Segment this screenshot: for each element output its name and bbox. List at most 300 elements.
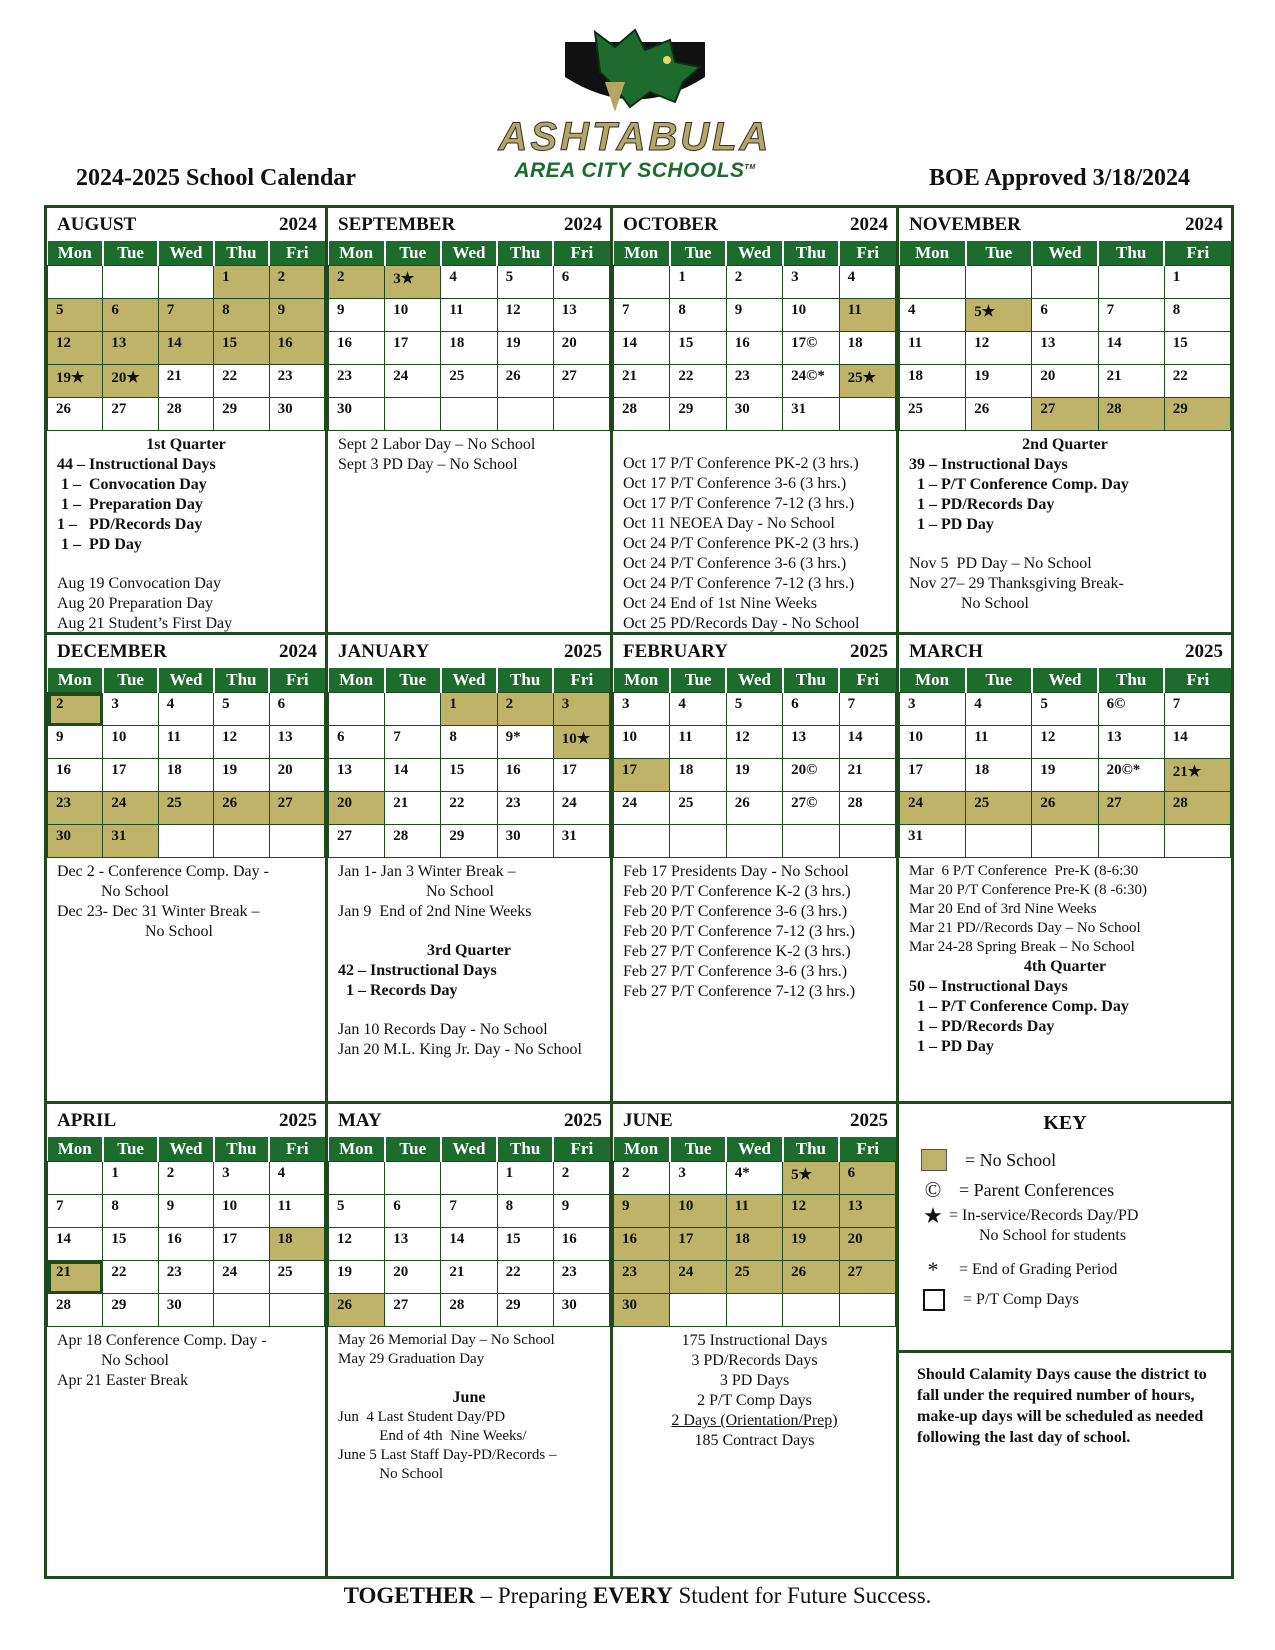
month-header: [899, 635, 1231, 668]
day-cell: 25★: [839, 365, 895, 398]
week-row: [614, 1294, 896, 1327]
day-cell: 3★: [385, 266, 441, 299]
note-line: No School: [909, 595, 1029, 612]
day-cell: 26: [497, 365, 553, 398]
month-header: [47, 635, 325, 668]
day-cell: [900, 266, 966, 299]
day-cell: 4: [441, 266, 497, 299]
week-row: [48, 726, 325, 759]
key-panel: [899, 1104, 1231, 1577]
month-name: DECEMBER: [57, 640, 167, 662]
weekday-header: Fri: [269, 1137, 324, 1162]
day-cell: [783, 1294, 839, 1327]
weekday-header: Wed: [441, 668, 497, 693]
day-cell: 17: [103, 759, 158, 792]
day-cell: 17: [900, 759, 966, 792]
day-cell: [269, 1294, 324, 1327]
day-cell: 9: [614, 1195, 670, 1228]
week-row: [48, 266, 325, 299]
day-cell: 10: [103, 726, 158, 759]
day-cell: [614, 825, 670, 858]
day-cell: 2: [269, 266, 324, 299]
note-line: 1 – PD/Records Day: [909, 496, 1055, 513]
month-year: 2024: [1185, 213, 1223, 235]
note-line: Aug 20 Preparation Day: [57, 595, 213, 612]
day-cell: 12: [48, 332, 103, 365]
note-line: Jan 9 End of 2nd Nine Weeks: [338, 903, 532, 920]
day-cell: 12: [329, 1228, 385, 1261]
day-cell: 6: [103, 299, 158, 332]
weekday-header: Thu: [214, 1137, 269, 1162]
weekday-header: Tue: [385, 241, 441, 266]
weekday-header: Wed: [441, 241, 497, 266]
weekday-header: Mon: [329, 241, 385, 266]
day-cell: 28: [839, 792, 895, 825]
day-cell: [1098, 266, 1164, 299]
day-cell: 14: [158, 332, 213, 365]
month-table: [328, 241, 610, 431]
week-row: [900, 266, 1231, 299]
note-line: Feb 27 P/T Conference K-2 (3 hrs.): [623, 943, 851, 960]
day-cell: 27©: [783, 792, 839, 825]
day-cell: 16: [553, 1228, 609, 1261]
day-cell: 3: [783, 266, 839, 299]
square-icon: [923, 1289, 945, 1311]
day-cell: [385, 398, 441, 431]
month-november: [899, 208, 1231, 635]
week-row: [329, 693, 610, 726]
day-cell: 21: [839, 759, 895, 792]
slogan: TOGETHER – Preparing EVERY Student for Future Success.: [343, 1583, 932, 1608]
weekday-header: Thu: [497, 668, 553, 693]
day-cell: 11: [726, 1195, 782, 1228]
day-cell: 6: [329, 726, 385, 759]
day-cell: [158, 825, 213, 858]
day-cell: 31: [783, 398, 839, 431]
day-cell: 1: [103, 1162, 158, 1195]
weekday-header: Mon: [900, 241, 966, 266]
day-cell: [48, 1162, 103, 1195]
day-cell: 25: [441, 365, 497, 398]
day-cell: 28: [441, 1294, 497, 1327]
month-year: 2024: [564, 213, 602, 235]
day-cell: 1: [497, 1162, 553, 1195]
week-row: [614, 1162, 896, 1195]
day-cell: 28: [48, 1294, 103, 1327]
day-cell: 13: [783, 726, 839, 759]
day-cell: 26: [726, 792, 782, 825]
day-cell: 20: [269, 759, 324, 792]
day-cell: 24: [214, 1261, 269, 1294]
day-cell: 17: [385, 332, 441, 365]
day-cell: 2: [329, 266, 385, 299]
week-row: [48, 365, 325, 398]
weekday-header: Mon: [614, 241, 670, 266]
note-line: [57, 555, 315, 574]
weekday-header: Fri: [839, 241, 895, 266]
week-row: [329, 365, 610, 398]
week-row: [329, 1294, 610, 1327]
no-school-swatch: [921, 1149, 947, 1171]
day-cell: 10: [783, 299, 839, 332]
note-line: Sept 3 PD Day – No School: [338, 456, 518, 473]
month-year: 2025: [564, 640, 602, 662]
copyright-icon: ©: [924, 1177, 942, 1202]
note-line: 1 – P/T Conference Comp. Day: [909, 476, 1129, 493]
month-year: 2025: [850, 1109, 888, 1131]
day-cell: 21: [1098, 365, 1164, 398]
brand-subtitle: AREA CITY SCHOOLS™: [514, 159, 756, 182]
month-notes: [613, 858, 896, 1006]
note-line: [909, 535, 1221, 554]
day-cell: 25: [726, 1261, 782, 1294]
note-line: Aug 21 Student’s First Day: [57, 615, 233, 632]
note-line: 1 – PD Day: [909, 1038, 994, 1055]
note-line: [623, 435, 886, 454]
day-cell: 29: [214, 398, 269, 431]
week-row: [614, 726, 896, 759]
day-cell: 4: [158, 693, 213, 726]
day-cell: 5: [497, 266, 553, 299]
note-line: Nov 27– 29 Thanksgiving Break-: [909, 575, 1124, 592]
week-row: [329, 726, 610, 759]
note-line: 2 Days (Orientation/Prep): [671, 1412, 838, 1429]
week-row: [900, 332, 1231, 365]
day-cell: 10: [214, 1195, 269, 1228]
day-cell: 13: [1032, 332, 1098, 365]
day-cell: 28: [1164, 792, 1230, 825]
day-cell: 24©*: [783, 365, 839, 398]
day-cell: 14: [48, 1228, 103, 1261]
day-cell: 23: [614, 1261, 670, 1294]
weekday-header: Fri: [839, 1137, 895, 1162]
day-cell: 6: [385, 1195, 441, 1228]
note-line: No School: [338, 1466, 443, 1482]
day-cell: 7: [441, 1195, 497, 1228]
day-cell: 11: [966, 726, 1032, 759]
day-cell: 16: [48, 759, 103, 792]
day-cell: 7: [1098, 299, 1164, 332]
day-cell: [214, 1294, 269, 1327]
day-cell: 29: [497, 1294, 553, 1327]
day-cell: 17©: [783, 332, 839, 365]
weekday-header: Mon: [614, 668, 670, 693]
day-cell: 26: [966, 398, 1032, 431]
week-row: [900, 792, 1231, 825]
note-line: 2nd Quarter: [1022, 436, 1108, 453]
note-line: Mar 20 P/T Conference Pre-K (8 -6:30): [909, 882, 1147, 898]
weekday-header: Tue: [385, 668, 441, 693]
week-row: [614, 693, 896, 726]
month-header: [613, 1104, 896, 1137]
day-cell: 27: [1098, 792, 1164, 825]
note-line: Feb 17 Presidents Day - No School: [623, 863, 849, 880]
note-line: Mar 24-28 Spring Break – No School: [909, 939, 1135, 955]
week-row: [329, 1195, 610, 1228]
day-cell: [385, 693, 441, 726]
day-cell: 3: [214, 1162, 269, 1195]
weekday-header: Wed: [726, 1137, 782, 1162]
day-cell: 31: [900, 825, 966, 858]
day-cell: [1098, 825, 1164, 858]
week-row: [900, 726, 1231, 759]
day-cell: 27: [329, 825, 385, 858]
note-line: Oct 24 P/T Conference PK-2 (3 hrs.): [623, 535, 859, 552]
month-march: [899, 635, 1231, 1104]
weekday-header: Fri: [553, 1137, 609, 1162]
day-cell: 10: [900, 726, 966, 759]
day-cell: 4*: [726, 1162, 782, 1195]
weekday-header: Tue: [103, 1137, 158, 1162]
week-row: [614, 299, 896, 332]
month-header: [47, 1104, 325, 1137]
day-cell: 9: [48, 726, 103, 759]
note-line: 1st Quarter: [146, 436, 226, 453]
day-cell: 7: [614, 299, 670, 332]
month-year: 2024: [850, 213, 888, 235]
day-cell: 17: [553, 759, 609, 792]
weekday-header: Tue: [670, 241, 726, 266]
weekday-header: Thu: [783, 241, 839, 266]
day-cell: 25: [900, 398, 966, 431]
month-header: [899, 208, 1231, 241]
note-line: Sept 2 Labor Day – No School: [338, 436, 536, 453]
week-row: [329, 1228, 610, 1261]
weekday-header: Fri: [1164, 241, 1230, 266]
day-cell: 21: [385, 792, 441, 825]
note-line: Feb 27 P/T Conference 7-12 (3 hrs.): [623, 983, 856, 1000]
day-cell: 3: [900, 693, 966, 726]
day-cell: 16: [614, 1228, 670, 1261]
day-cell: 8: [103, 1195, 158, 1228]
month-august: [47, 208, 328, 635]
day-cell: 20: [839, 1228, 895, 1261]
day-cell: 24: [614, 792, 670, 825]
day-cell: [158, 266, 213, 299]
day-cell: 20: [1032, 365, 1098, 398]
month-table: [47, 668, 325, 858]
weekday-header: Wed: [1032, 668, 1098, 693]
month-name: JUNE: [623, 1109, 673, 1131]
key-comp: [921, 1285, 1231, 1315]
month-notes: [328, 858, 610, 1064]
key-no-school: [921, 1145, 1231, 1175]
day-cell: 7: [1164, 693, 1230, 726]
week-row: [614, 365, 896, 398]
weekday-header: Tue: [103, 241, 158, 266]
note-line: June 5 Last Staff Day-PD/Records –: [338, 1447, 557, 1463]
month-table: [899, 241, 1231, 431]
month-table: [613, 1137, 896, 1327]
weekday-header: Tue: [385, 1137, 441, 1162]
day-cell: 20: [553, 332, 609, 365]
note-line: Oct 25 PD/Records Day - No School: [623, 615, 860, 632]
week-row: [900, 299, 1231, 332]
brand-name: ASHTABULA: [498, 115, 772, 159]
dragon-icon: [555, 22, 715, 117]
day-cell: [103, 266, 158, 299]
weekday-header: Mon: [614, 1137, 670, 1162]
day-cell: 14: [385, 759, 441, 792]
weekday-header: Tue: [670, 668, 726, 693]
month-name: JANUARY: [338, 640, 430, 662]
day-cell: 6©: [1098, 693, 1164, 726]
day-cell: 29: [670, 398, 726, 431]
month-name: MAY: [338, 1109, 382, 1131]
day-cell: 13: [269, 726, 324, 759]
day-cell: 28: [1098, 398, 1164, 431]
day-cell: 30: [329, 398, 385, 431]
week-row: [614, 1195, 896, 1228]
day-cell: 30: [497, 825, 553, 858]
month-header: [47, 208, 325, 241]
month-name: NOVEMBER: [909, 213, 1021, 235]
key-title: KEY: [1043, 1112, 1087, 1134]
day-cell: 21★: [1164, 759, 1230, 792]
note-line: Dec 23- Dec 31 Winter Break –: [57, 903, 260, 920]
month-table: [613, 241, 896, 431]
month-year: 2025: [564, 1109, 602, 1131]
day-cell: 22: [441, 792, 497, 825]
note-line: Oct 17 P/T Conference PK-2 (3 hrs.): [623, 455, 859, 472]
note-line: 50 – Instructional Days: [909, 978, 1068, 995]
key-grading: [921, 1255, 1231, 1285]
day-cell: 18: [441, 332, 497, 365]
weekday-header: Wed: [441, 1137, 497, 1162]
day-cell: 12: [214, 726, 269, 759]
key-label: = In-service/Records Day/PD: [949, 1207, 1139, 1224]
day-cell: 21: [158, 365, 213, 398]
day-cell: 27: [839, 1261, 895, 1294]
day-cell: 8: [497, 1195, 553, 1228]
week-row: [48, 792, 325, 825]
day-cell: 30: [269, 398, 324, 431]
day-cell: 11: [158, 726, 213, 759]
week-row: [48, 1261, 325, 1294]
day-cell: 30: [48, 825, 103, 858]
key-label: = End of Grading Period: [959, 1261, 1118, 1278]
day-cell: [385, 1162, 441, 1195]
week-row: [329, 398, 610, 431]
weekday-header: Mon: [900, 668, 966, 693]
month-january: [328, 635, 613, 1104]
day-cell: 11: [900, 332, 966, 365]
day-cell: 20©*: [1098, 759, 1164, 792]
week-row: [329, 792, 610, 825]
key-label: = Parent Conferences: [959, 1179, 1115, 1200]
note-line: 1 – PD Day: [909, 516, 994, 533]
divider: [899, 1350, 1231, 1353]
day-cell: 19: [966, 365, 1032, 398]
day-cell: 4: [670, 693, 726, 726]
day-cell: 12: [783, 1195, 839, 1228]
note-line: Feb 20 P/T Conference 3-6 (3 hrs.): [623, 903, 848, 920]
week-row: [329, 825, 610, 858]
day-cell: 6: [839, 1162, 895, 1195]
day-cell: 1: [1164, 266, 1230, 299]
month-name: FEBRUARY: [623, 640, 728, 662]
key-conference: [921, 1175, 1231, 1205]
day-cell: 19★: [48, 365, 103, 398]
weekday-header: Tue: [966, 668, 1032, 693]
month-year: 2024: [279, 640, 317, 662]
week-row: [329, 759, 610, 792]
day-cell: 9*: [497, 726, 553, 759]
day-cell: 25: [966, 792, 1032, 825]
day-cell: 22: [103, 1261, 158, 1294]
day-cell: 7: [158, 299, 213, 332]
day-cell: 24: [900, 792, 966, 825]
month-table: [613, 668, 896, 858]
day-cell: [441, 1162, 497, 1195]
weekday-header: Mon: [48, 241, 103, 266]
day-cell: 2: [726, 266, 782, 299]
day-cell: 18: [269, 1228, 324, 1261]
key-label: No School for students: [979, 1227, 1127, 1244]
day-cell: 24: [553, 792, 609, 825]
day-cell: [329, 1162, 385, 1195]
day-cell: 28: [614, 398, 670, 431]
day-cell: 30: [553, 1294, 609, 1327]
month-notes: [613, 431, 896, 638]
day-cell: 10★: [553, 726, 609, 759]
month-year: 2025: [850, 640, 888, 662]
note-line: Jun 4 Last Student Day/PD: [338, 1409, 506, 1425]
note-line: 3 PD Days: [719, 1372, 790, 1389]
weekday-header: Mon: [329, 1137, 385, 1162]
day-cell: 16: [497, 759, 553, 792]
month-year: 2025: [279, 1109, 317, 1131]
day-cell: 5: [726, 693, 782, 726]
day-cell: 26: [214, 792, 269, 825]
day-cell: 14: [1098, 332, 1164, 365]
day-cell: [726, 1294, 782, 1327]
key-label: = P/T Comp Days: [963, 1291, 1079, 1308]
note-line: Feb 27 P/T Conference 3-6 (3 hrs.): [623, 963, 848, 980]
day-cell: 22: [1164, 365, 1230, 398]
day-cell: 13: [385, 1228, 441, 1261]
weekday-header: Wed: [158, 668, 213, 693]
note-line: 1 – Preparation Day: [57, 496, 203, 513]
key-label: = No School: [965, 1149, 1057, 1170]
month-september: [328, 208, 613, 635]
week-row: [48, 1195, 325, 1228]
note-line: 1 – PD Day: [57, 536, 142, 553]
month-table: [47, 1137, 325, 1327]
month-table: [47, 241, 325, 431]
week-row: [900, 759, 1231, 792]
day-cell: [726, 825, 782, 858]
day-cell: 3: [553, 693, 609, 726]
month-year: 2025: [1185, 640, 1223, 662]
weekday-header: Thu: [783, 1137, 839, 1162]
day-cell: 9: [269, 299, 324, 332]
month-notes: [47, 858, 325, 946]
month-header: [328, 635, 610, 668]
week-row: [48, 825, 325, 858]
week-row: [614, 1261, 896, 1294]
day-cell: 9: [553, 1195, 609, 1228]
weekday-header: Wed: [726, 241, 782, 266]
note-line: 185 Contract Days: [694, 1432, 815, 1449]
week-row: [48, 1228, 325, 1261]
day-cell: 12: [726, 726, 782, 759]
month-notes: [899, 858, 1231, 1061]
day-cell: 8: [1164, 299, 1230, 332]
day-cell: 14: [441, 1228, 497, 1261]
weekday-header: Mon: [48, 668, 103, 693]
asterisk-icon: *: [927, 1257, 939, 1282]
